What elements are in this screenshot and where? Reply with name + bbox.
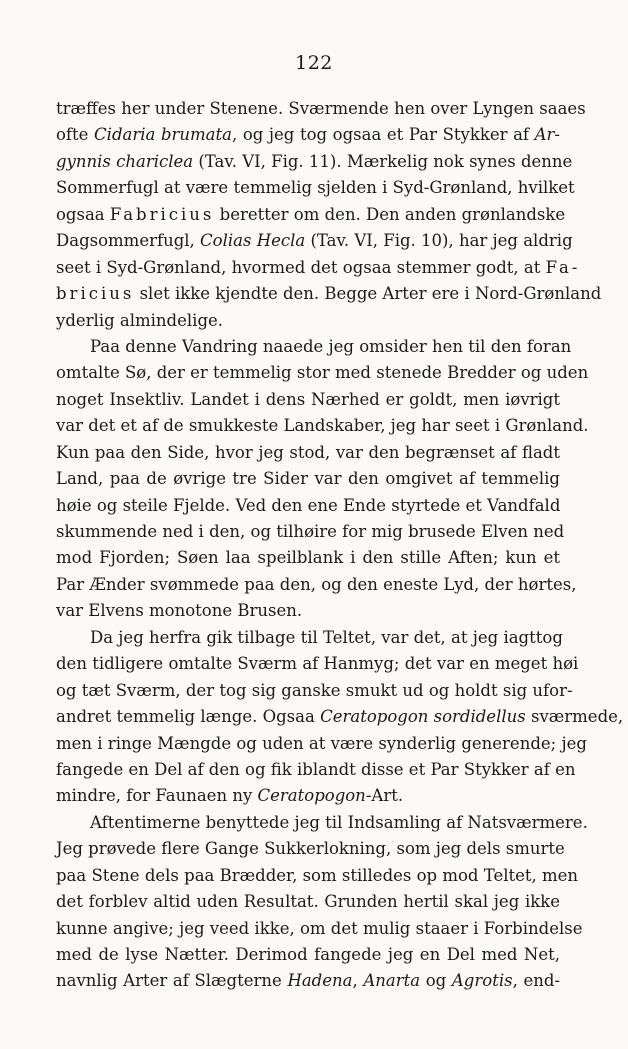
text-segment: yderlig almindelige. (56, 310, 224, 330)
body-text (56, 96, 624, 995)
text-segment: Sommerfugl at være temmelig sjelden i Syd-Grønland, hvilket (56, 178, 575, 198)
text-segment: noget Insektliv. Landet i dens Nærhed er goldt, men iøvrigt (56, 389, 560, 409)
text-segment: Par Ænder svømmede paa den, og den eneste Lyd, der hørtes, (56, 574, 577, 594)
text-segment: -Art. (365, 786, 404, 806)
text-segment: , end- (512, 971, 560, 991)
text-line (56, 360, 589, 386)
text-segment: men i ringe Mængde og uden at være synderlig generende; jeg (56, 733, 587, 753)
text-line (56, 836, 565, 862)
text-segment: Land, paa de øvrige tre Sider var den omgivet af temmelig (56, 469, 560, 489)
text-line (56, 783, 560, 809)
text-line (56, 572, 577, 598)
italic-term: Ceratopogon sordidellus (320, 707, 526, 727)
text-segment: , og jeg tog ogsaa et Par Stykker af (231, 125, 535, 145)
text-segment: beretter om den. Den anden grønlandske (214, 204, 566, 224)
page-number: 122 (295, 52, 333, 74)
text-segment: kunne angive; jeg veed ikke, om det mulig staaer i Forbindelse (56, 918, 583, 938)
text-segment: paa Stene dels paa Brædder, som stilledes op mod Teltet, men (56, 865, 579, 885)
spaced-name: Fabricius (109, 204, 215, 224)
text-segment: ogsaa (56, 204, 110, 224)
spaced-name: Fa- (545, 257, 581, 277)
text-line (56, 810, 588, 836)
text-segment: Paa denne Vandring naaede jeg omsider hen til den foran (90, 336, 572, 356)
text-line (56, 731, 587, 757)
text-line (56, 96, 586, 122)
text-segment: sværmede, (525, 707, 624, 727)
text-segment: mindre, for Faunaen ny (56, 786, 258, 806)
text-segment: var Elvens monotone Brusen. (56, 601, 303, 621)
text-line (56, 625, 563, 651)
text-segment: , (352, 971, 364, 991)
text-line (56, 916, 583, 942)
text-segment: seet i Syd-Grønland, hvormed det ogsaa stemmer godt, at (56, 257, 546, 277)
text-segment: træffes her under Stenene. Sværmende hen over Lyngen saaes (56, 99, 586, 118)
text-line (56, 334, 572, 360)
text-segment: Jeg prøvede flere Gange Sukkerlokning, som jeg dels smurte (56, 839, 565, 859)
text-line (56, 202, 566, 228)
text-segment: omtalte Sø, der er temmelig stor med stenede Bredder og uden (56, 363, 589, 383)
text-segment: mod Fjorden; Søen laa speilblank i den stille Aften; kun et (56, 548, 560, 568)
text-line (56, 704, 624, 730)
text-segment: og tæt Sværm, der tog sig ganske smukt ud og holdt sig ufor- (56, 680, 573, 700)
italic-term: Cidaria brumata (94, 125, 232, 145)
text-segment: Aftentimerne benyttede jeg til Indsamling af Natsværmere. (90, 812, 588, 832)
text-segment: (Tav. VI, Fig. 11). Mærkelig nok synes denne (193, 151, 573, 171)
text-segment: skummende ned i den, og tilhøire for mig brusede Elven ned (56, 522, 565, 541)
text-line (56, 466, 560, 492)
text-line (56, 440, 560, 466)
text-segment: Da jeg herfra gik tilbage til Teltet, var det, at jeg iagttog (90, 627, 563, 647)
text-line (56, 968, 560, 994)
text-line (56, 122, 560, 148)
text-segment: fangede en Del af den og fik iblandt disse et Par Stykker af en (56, 759, 576, 779)
italic-term: Colias Hecla (200, 231, 306, 251)
text-segment: med de lyse Nætter. Derimod fangede jeg en Del med Net, (56, 945, 560, 964)
text-segment: den tidligere omtalte Sværm af Hanmyg; det var en meget høi (56, 654, 579, 674)
italic-term: Ceratopogon (257, 786, 366, 806)
text-segment: ofte (56, 125, 95, 145)
text-line (56, 255, 581, 281)
text-line (56, 228, 573, 254)
text-segment: Kun paa den Side, hvor jeg stod, var den begrænset af fladt (56, 442, 560, 462)
text-line (56, 942, 560, 968)
text-segment: (Tav. VI, Fig. 10), har jeg aldrig (305, 231, 573, 251)
italic-term: Ar- (534, 125, 561, 145)
italic-term: gynnis chariclea (56, 151, 194, 171)
text-segment: navnlig Arter af Slægterne (56, 971, 288, 991)
text-line (56, 545, 560, 571)
text-segment: Dagsommerfugl, (56, 231, 201, 251)
text-segment: andret temmelig længe. Ogsaa (56, 707, 321, 727)
text-line (56, 175, 575, 201)
text-line (56, 678, 573, 704)
text-segment: og (420, 971, 452, 991)
italic-term: Anarta (363, 971, 421, 991)
text-line (56, 598, 560, 624)
text-line (56, 519, 565, 545)
text-line (56, 281, 602, 307)
italic-term: Hadena (287, 971, 353, 991)
text-segment: det forblev altid uden Resultat. Grunden hertil skal jeg ikke (56, 892, 560, 912)
text-line (56, 308, 560, 334)
text-line (56, 651, 579, 677)
text-segment: slet ikke kjendte den. Begge Arter ere i Nord-Grønland (134, 284, 602, 304)
text-line (56, 757, 576, 783)
text-line (56, 889, 560, 915)
text-segment: høie og steile Fjelde. Ved den ene Ende styrtede et Vandfald (56, 495, 561, 515)
text-line (56, 493, 560, 519)
text-line (56, 387, 560, 413)
text-line (56, 413, 589, 439)
text-segment: var det et af de smukkeste Landskaber, jeg har seet i Grønland. (56, 416, 589, 436)
text-line (56, 149, 573, 175)
text-line (56, 863, 579, 889)
spaced-name: bricius (56, 284, 135, 304)
italic-term: Agrotis (451, 971, 513, 991)
